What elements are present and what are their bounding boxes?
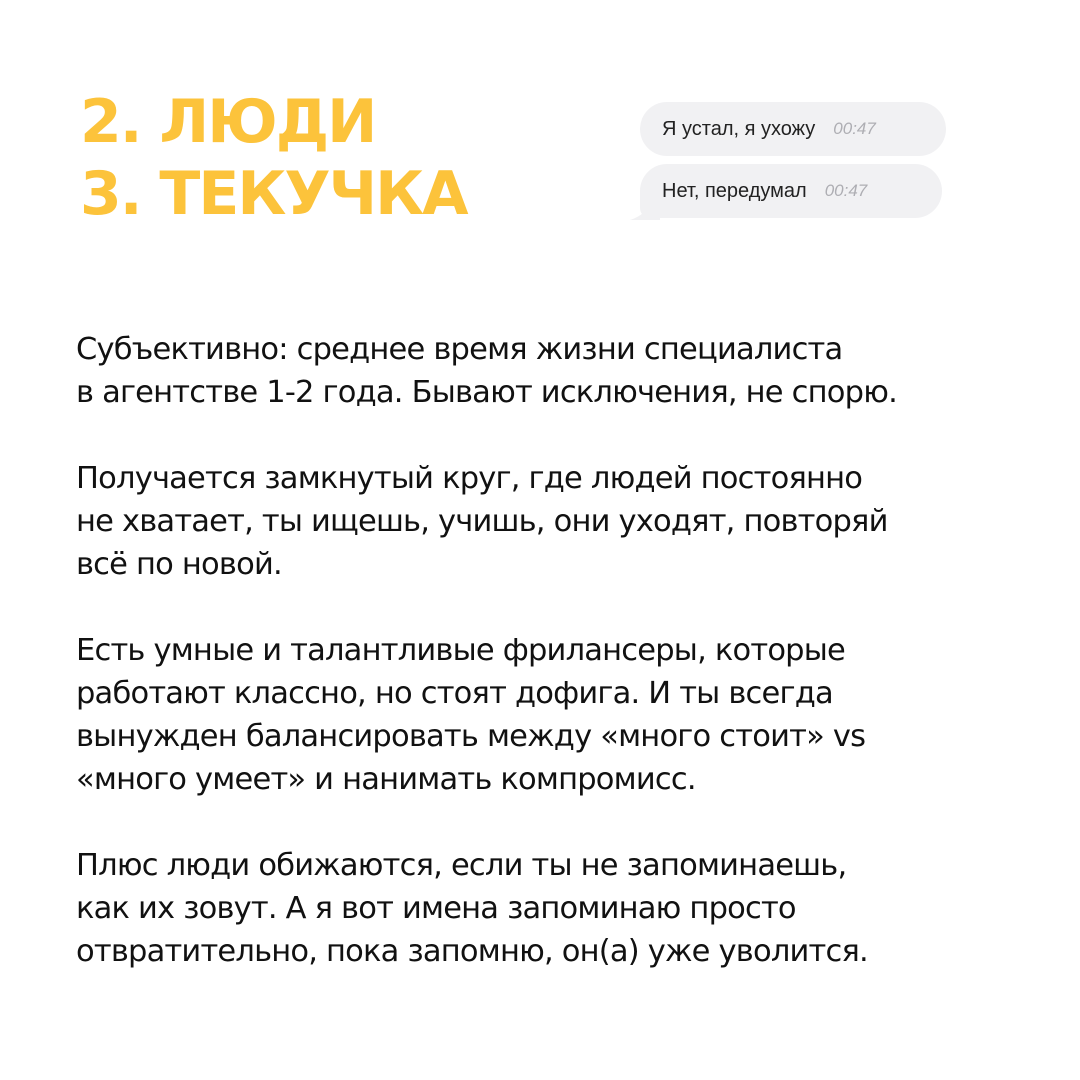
paragraph-line: Получается замкнутый круг, где людей постоянно: [76, 461, 863, 496]
chat-bubble: [640, 102, 946, 156]
paragraph-line: Есть умные и талантливые фрилансеры, которые: [76, 633, 845, 668]
paragraph-line: как их зовут. А я вот имена запоминаю просто: [76, 891, 796, 926]
message-text: Я устал, я ухожу: [662, 117, 816, 140]
paragraph-line: в агентстве 1-2 года. Бывают исключения, не спорю.: [76, 375, 897, 410]
paragraph-line: всё по новой.: [76, 547, 282, 582]
message-time: 00:47: [824, 181, 868, 200]
paragraph: [76, 844, 1036, 973]
heading-line-2: 3. ТЕКУЧКА: [80, 159, 467, 229]
paragraph-line: работают классно, но стоят дофига. И ты всегда: [76, 676, 833, 711]
message-text: Нет, передумал: [662, 179, 807, 202]
heading-line-1: 2. ЛЮДИ: [80, 87, 376, 157]
heading: [80, 86, 467, 230]
paragraph-line: Плюс люди обижаются, если ты не запоминаешь,: [76, 848, 847, 883]
paragraph-line: «много умеет» и нанимать компромисс.: [76, 762, 696, 797]
paragraph: [76, 457, 1036, 586]
body-text: [76, 328, 1036, 1016]
chat-bubble: [640, 164, 942, 218]
message-time: 00:47: [833, 119, 876, 138]
paragraph: [76, 629, 1036, 801]
paragraph: [76, 328, 1036, 414]
paragraph-line: отвратительно, пока запомню, он(а) уже уволится.: [76, 934, 868, 969]
paragraph-line: не хватает, ты ищешь, учишь, они уходят, повторяй: [76, 504, 888, 539]
paragraph-line: Субъективно: среднее время жизни специалиста: [76, 332, 843, 367]
paragraph-line: вынужден балансировать между «много стоит» vs: [76, 719, 866, 754]
